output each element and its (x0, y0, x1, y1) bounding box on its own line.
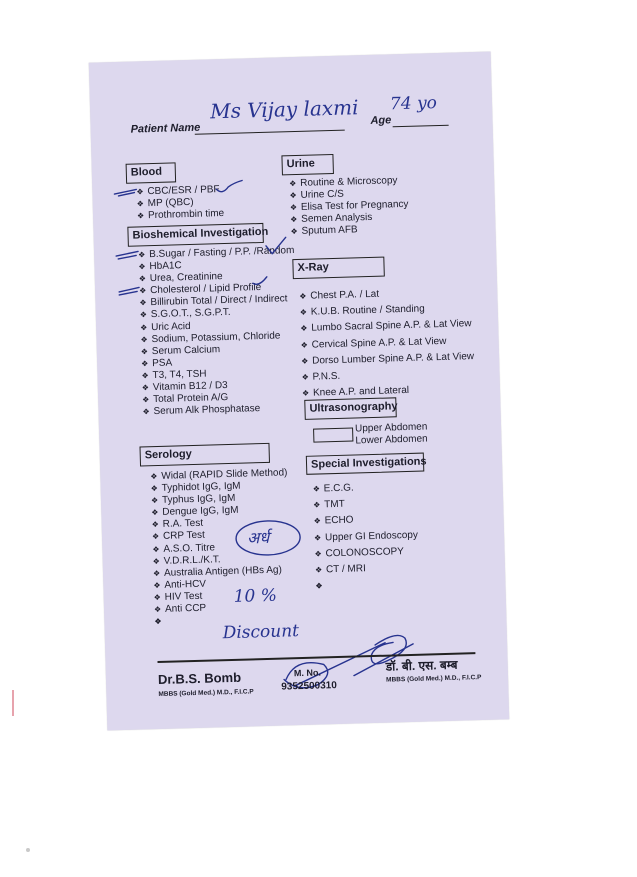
blood-heading: Blood (126, 162, 177, 183)
list-item: ❖ Widal (RAPID Slide Method) (150, 467, 287, 483)
list-item: ❖ Sodium, Potassium, Chloride (140, 330, 297, 346)
tick-bsugar-mark (116, 251, 138, 259)
list-item: ❖ HIV Test (154, 588, 291, 604)
usg-heading: Ultrasonography (304, 397, 397, 420)
age-value: 74 yo (389, 93, 438, 115)
doctor-degree-en: MBBS (Gold Med.) M.D., F.I.C.P (158, 688, 254, 699)
list-item: ❖ Typhus IgG, IgM (151, 492, 288, 508)
handwritten-marks (89, 52, 509, 731)
list-item: ❖ Urine C/S (289, 187, 408, 202)
list-item: ❖ P.N.S. (301, 365, 474, 386)
list-item: ❖ S.G.O.T., S.G.P.T. (140, 306, 297, 322)
list-item: ❖ Vitamin B12 / D3 (142, 378, 299, 394)
list-item: ❖ HbA1C (138, 257, 295, 273)
list-item: ❖ Total Protein A/G (142, 390, 299, 406)
list-item: ❖ Cholesterol / Lipid Profile (139, 281, 296, 297)
list-item: ❖ Lumbo Sacral Spine A.P. & Lat View (300, 317, 473, 338)
tick-pbf-mark (216, 181, 242, 192)
list-item: ❖ COLONOSCOPY (314, 544, 418, 563)
patient-name-value: Ms Vijay laxmi (209, 95, 359, 124)
list-item: ❖ Chest P.A. / Lat (299, 284, 472, 305)
discount-word: Discount (222, 621, 300, 644)
list-item: ❖ Serum Calcium (141, 342, 298, 358)
list-item: ❖ Anti CCP (154, 600, 291, 616)
list-item: ❖ Serum Alk Phosphatase (142, 402, 299, 418)
list-item: ❖ Elisa Test for Pregnancy (290, 199, 409, 214)
discount-percent: 10 % (233, 585, 278, 607)
tick-cbc-mark (114, 189, 136, 196)
list-item: ❖ Dengue IgG, IgM (151, 504, 288, 520)
list-item: ❖ E.C.G. (313, 479, 417, 498)
list-item: ❖ Routine & Microscopy (289, 175, 408, 190)
list-item: ❖ Australia Antigen (HBs Ag) (153, 564, 290, 580)
list-item: ❖ CRP Test (152, 528, 289, 544)
list-item: ❖ CBC/ESR / PBF (136, 184, 223, 199)
stray-ink-mark (12, 690, 14, 716)
signature-stroke-mark (295, 643, 386, 685)
mobile-number: 9352500310 (281, 680, 338, 693)
doctor-degree-hi: MBBS (Gold Med.) M.D., F.I.C.P (386, 674, 482, 684)
list-item: ❖ R.A. Test (152, 516, 289, 532)
usg-upper-label: Upper Abdomen (354, 421, 428, 435)
serology-heading: Serology (139, 443, 270, 467)
tick-lipid-mark (253, 277, 267, 285)
usg-lower-label: Lower Abdomen (355, 433, 428, 447)
list-item: ❖ V.D.R.L./K.T. (153, 552, 290, 568)
list-item: ❖ Knee A.P. and Lateral (302, 381, 475, 402)
list-item: ❖ T3, T4, TSH (141, 366, 298, 382)
list-item: ❖ ECHO (313, 511, 417, 530)
age-label: Age (370, 114, 392, 127)
patient-name-label: Patient Name (130, 121, 201, 136)
tick-random-mark (266, 237, 286, 254)
xray-heading: X-Ray (292, 257, 385, 280)
list-item: ❖ A.S.O. Titre (152, 540, 289, 556)
prescription-slip (89, 52, 509, 731)
list-item: ❖ B.Sugar / Fasting / P.P. /Random (138, 245, 295, 261)
list-item: ❖ Urea, Creatinine (139, 269, 296, 285)
tick-cholesterol-mark (119, 287, 139, 295)
stamp-text: अर्ध (246, 527, 270, 548)
list-item: ❖ MP (QBC) (137, 196, 224, 211)
list-item: ❖ Semen Analysis (290, 211, 409, 226)
list-item: ❖ TMT (313, 495, 417, 514)
list-item: ❖ Prothrombin time (137, 208, 224, 223)
biochem-heading: Bioshemical Investigation (127, 223, 264, 247)
list-item: ❖ Anti-HCV (153, 576, 290, 592)
list-item: ❖ Sputum AFB (290, 223, 409, 238)
list-item: ❖ Uric Acid (140, 318, 297, 334)
list-item: ❖ CT / MRI (315, 560, 419, 579)
list-item: ❖ K.U.B. Routine / Standing (300, 300, 473, 321)
list-item: ❖ PSA (141, 354, 298, 370)
list-item: ❖ Cervical Spine A.P. & Lat View (301, 333, 474, 354)
urine-heading: Urine (281, 154, 334, 175)
doctor-name-en: Dr.B.S. Bomb (157, 669, 242, 688)
list-item: ❖ Billirubin Total / Direct / Indirect (139, 293, 296, 309)
doctor-name-hi: डॉ. बी. एस. बम्ब (385, 657, 458, 674)
list-item: ❖ Typhidot IgG, IgM (151, 479, 288, 495)
mobile-label: M. No. (293, 667, 322, 679)
list-item: ❖ Dorso Lumber Spine A.P. & Lat View (301, 349, 474, 370)
stray-dot-mark (26, 848, 30, 852)
special-heading: Special Investigations (306, 453, 424, 475)
list-item: ❖ Upper GI Endoscopy (314, 527, 418, 546)
